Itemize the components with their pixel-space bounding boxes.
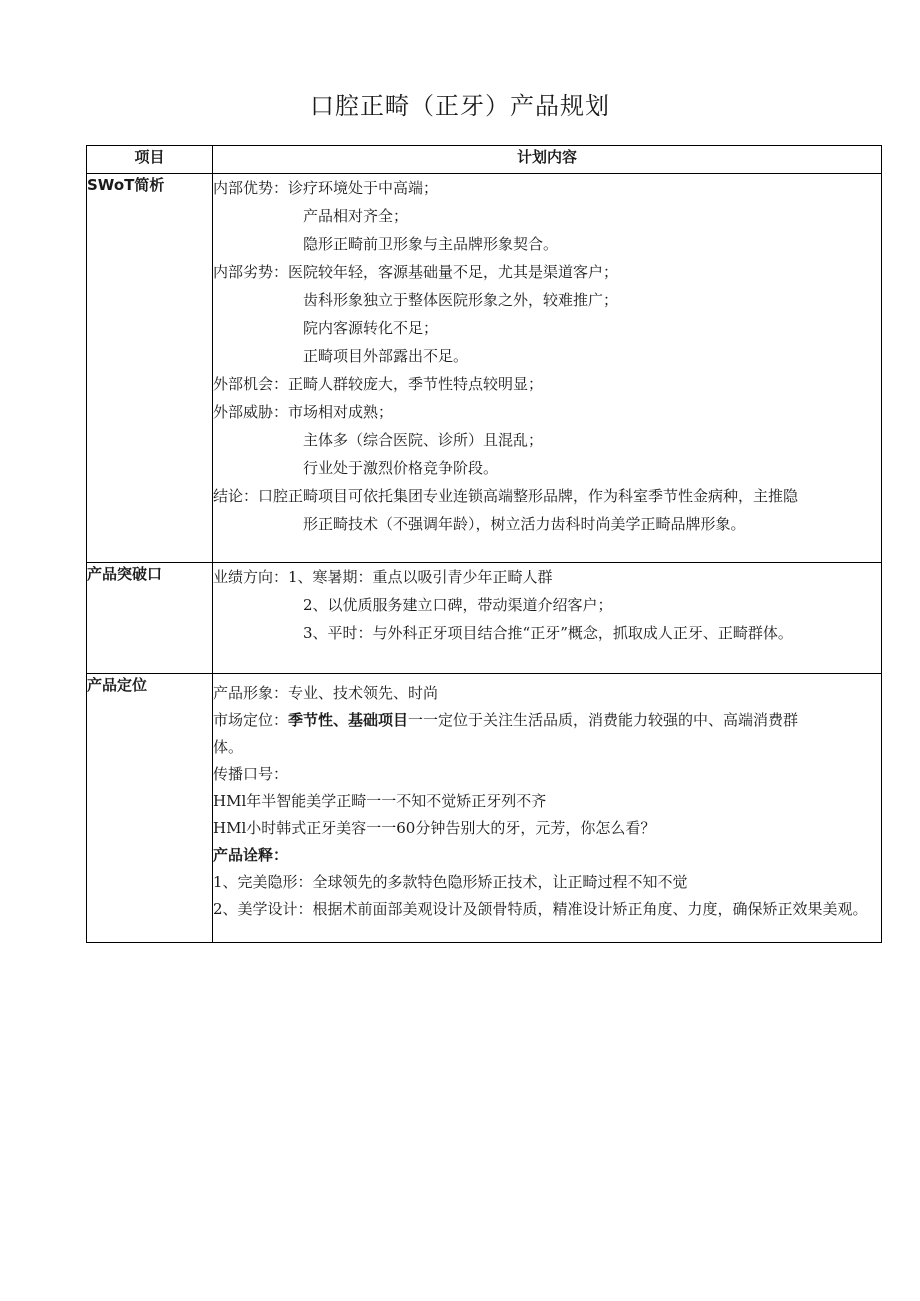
strength-line	[213, 174, 881, 202]
breakthrough-label: 产品突破口	[87, 563, 213, 674]
conclusion-text-cont: 形正畸技术（不强调年龄），树立活力齿科时尚美学正畸品牌形象。	[303, 515, 746, 533]
strength-label: 内部优势：	[213, 179, 289, 197]
slogan-item: HMl年半智能美学正畸一一不知不觉矫正牙列不齐	[213, 792, 547, 810]
direction-line	[213, 563, 881, 591]
slogan-item: HMl小时韩式正牙美容一一60分钟告别大的牙，元芳，你怎么看？	[213, 819, 656, 837]
row-positioning	[87, 674, 882, 943]
weakness-label: 内部劣势：	[213, 263, 289, 281]
swot-content	[213, 174, 882, 563]
conclusion-text: 口腔正畸项目可依托集团专业连锁高端整形品牌，作为科室季节性金病种，主推隐	[258, 487, 799, 505]
interpretation-item: 2、美学设计：根据术前面部美观设计及颌骨特质，精准设计矫正角度、力度，确保矫正效果美观。	[213, 900, 868, 918]
page-title: 口腔正畸（正牙）产品规划	[310, 92, 610, 120]
slogan-label: 传播口号：	[213, 765, 289, 783]
positioning-label: 产品定位	[87, 674, 213, 943]
market-position-cont: 体。	[213, 738, 244, 756]
direction-item: 3、平时：与外科正牙项目结合推“正牙”概念，抓取成人正牙、正畸群体。	[303, 624, 793, 642]
weakness-item: 院内客源转化不足；	[303, 319, 439, 337]
direction-item: 1、寒暑期：重点以吸引青少年正畸人群	[288, 568, 553, 586]
market-rest: 一一定位于关注生活品质，消费能力较强的中、高端消费群	[408, 711, 799, 729]
interpretation-label: 产品诠释：	[213, 846, 289, 864]
weakness-item: 正畸项目外部露出不足。	[303, 347, 469, 365]
weakness-line	[213, 258, 881, 286]
header-content: 计划内容	[213, 146, 882, 174]
market-bold: 季节性、基础项目	[288, 711, 409, 729]
conclusion-line	[213, 482, 881, 510]
opportunity-item: 正畸人群较庞大，季节性特点较明显；	[288, 375, 544, 393]
header-item: 项目	[87, 146, 213, 174]
swot-label: SWoT简析	[87, 174, 213, 563]
direction-item: 2、以优质服务建立口碑，带动渠道介绍客户；	[303, 596, 613, 614]
threat-item: 主体多（综合医院、诊所）且混乱；	[303, 431, 544, 449]
strength-item: 诊疗环境处于中高端；	[288, 179, 439, 197]
table-header-row	[87, 146, 882, 174]
market-position	[213, 707, 881, 734]
opportunity-line	[213, 370, 881, 398]
positioning-content	[213, 674, 882, 943]
product-image: 产品形象：专业、技术领先、时尚	[213, 684, 439, 702]
breakthrough-content	[213, 563, 882, 674]
opportunity-label: 外部机会：	[213, 375, 289, 393]
weakness-item: 医院较年轻，客源基础量不足，尤其是渠道客户；	[288, 263, 619, 281]
interpretation-item: 1、完美隐形：全球领先的多款特色隐形矫正技术，让正畸过程不知不觉	[213, 873, 688, 891]
row-swot	[87, 174, 882, 563]
direction-label: 业绩方向：	[213, 568, 289, 586]
plan-table	[86, 145, 882, 943]
row-breakthrough	[87, 563, 882, 674]
threat-label: 外部威胁：	[213, 403, 289, 421]
market-label: 市场定位：	[213, 711, 289, 729]
threat-item: 行业处于激烈价格竞争阶段。	[303, 459, 499, 477]
strength-item: 产品相对齐全；	[303, 207, 409, 225]
strength-item: 隐形正畸前卫形象与主品牌形象契合。	[303, 235, 559, 253]
threat-item: 市场相对成熟；	[288, 403, 394, 421]
threat-line	[213, 398, 881, 426]
weakness-item: 齿科形象独立于整体医院形象之外，较难推广；	[303, 291, 619, 309]
conclusion-label: 结论：	[213, 487, 259, 505]
